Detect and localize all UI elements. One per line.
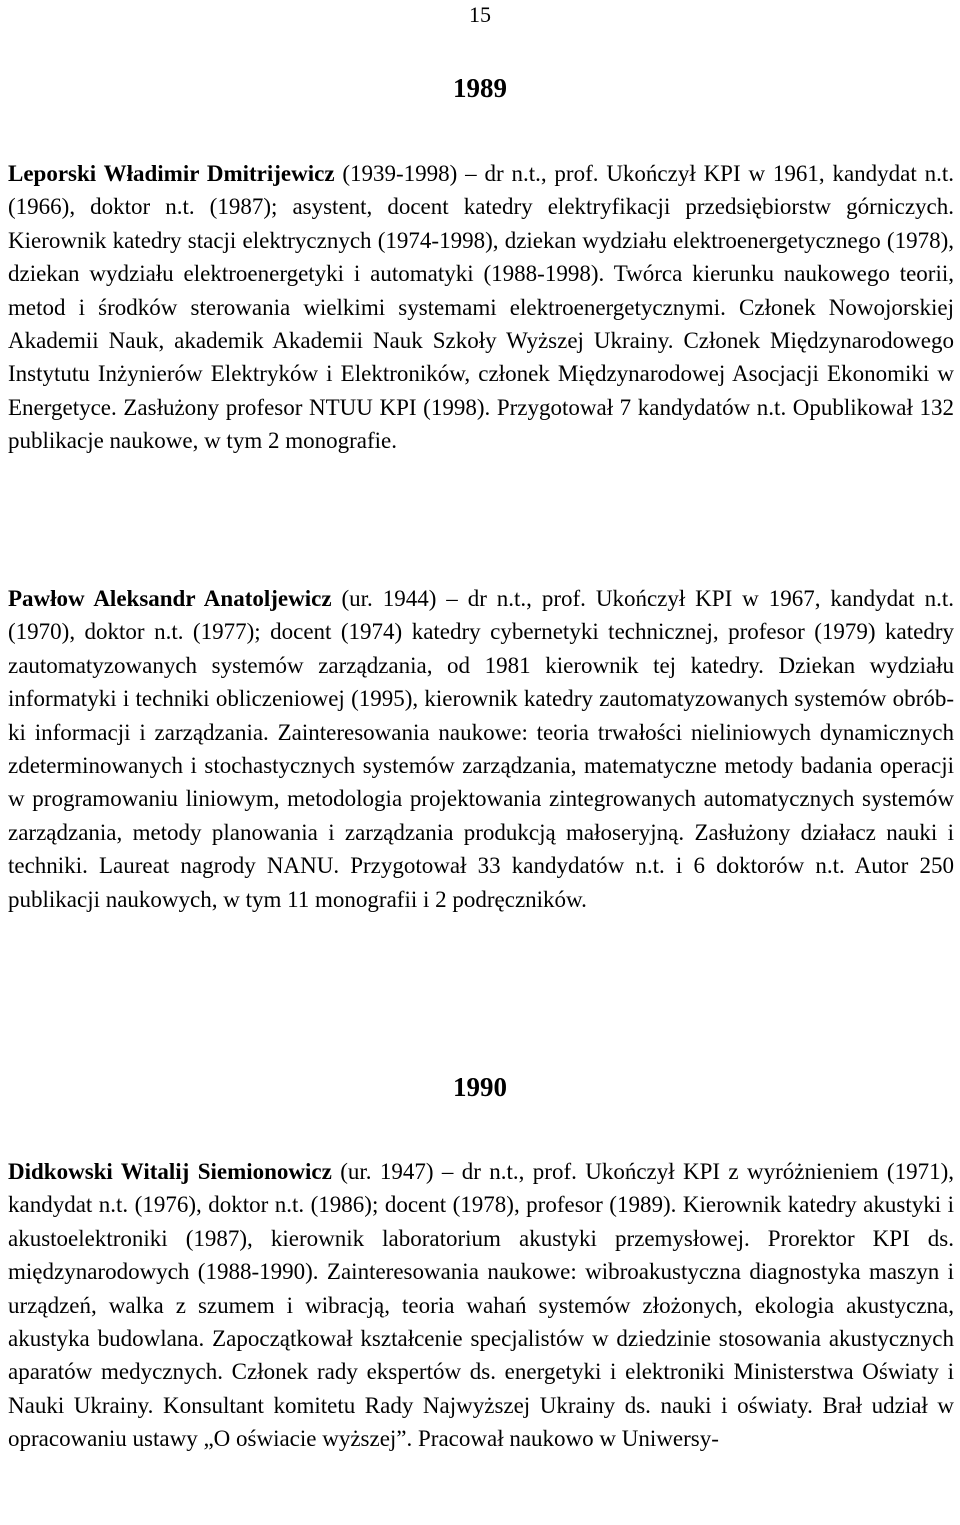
biography-text: (ur. 1944) – dr n.t., prof. Ukończył KPI w 1967, kandydat n.t. (1970), doktor n.t. (1977); docent (1974) katedry cybernetyki technicznej, profesor (1979) katedry zautomatyzowanych systemów zarządzania, od 1981 kierownik tej katedry. Dziekan wydziału informatyki i techniki obliczeniowej (1995), kierownik katedry zautomatyzowanych systemów obróbki informacji i zarządzania. Zainteresowania naukowe: teoria trwałości nieliniowych dynamicznych zdeterminowanych i stochastycznych systemów zarządzania, matematyczne metody badania operacji w programowaniu liniowym, metodologia projektowania zintegrowanych automatycznych systemów zarządzania, metody planowania i zarządzania produkcją małoseryjną. Zasłużony działacz nauki i techniki. Laureat nagrody NANU. Przygotował 33 kandydatów n.t. i 6 doktorów n.t. Autor 250 publikacji naukowych, w tym 11 monografii i 2 podręczników. (8, 586, 954, 912)
biography-entry (8, 157, 954, 458)
biography-entry (8, 582, 954, 916)
person-name: Didkowski Witalij Siemionowicz (8, 1159, 332, 1184)
person-name: Leporski Władimir Dmitrijewicz (8, 161, 335, 186)
biography-entry (8, 1155, 954, 1456)
biography-text: (ur. 1947) – dr n.t., prof. Ukończył KPI z wyróżnieniem (1971), kandydat n.t. (1976), doktor n.t. (1986); docent (1978), profesor (1989). Kierownik katedry akustyki i akustoelektroniki (1987), kierownik laboratorium akustyki przemysłowej. Prorektor KPI ds. międzynarodowych (1988-1990). Zainteresowania naukowe: wibroakustyczna diagnostyka maszyn i urządzeń, walka z szumem i wibracją, teoria wahań systemów złożonych, ekologia akustyczna, akustyka budowlana. Zapoczątkował kształcenie specjalistów w dziedzinie stosowania akustycznych aparatów medycznych. Członek rady ekspertów ds. energetyki i elektroniki Ministerstwa Oświaty i Nauki Ukrainy. Konsultant komitetu Rady Najwyższej Ukrainy ds. nauki i oświaty. Brał udział w opracowaniu ustawy „O oświacie wyższej”. Pracował naukowo w Uniwersy- (8, 1159, 954, 1452)
page-number: 15 (469, 2, 491, 27)
biography-text: (1939-1998) – dr n.t., prof. Ukończył KPI w 1961, kandydat n.t. (1966), doktor n.t. (1987); asystent, docent katedry elektryfikacji przedsiębiorstw górniczych. Kierownik katedry stacji elektrycznych (1974-1998), dziekan wydziału elektroenergetycznego (1978), dziekan wydziału elektroenergetyki i automatyki (1988-1998). Twórca kierunku naukowego teorii, metod i środków sterowania wielkimi systemami elektroenergetycznymi. Członek Nowojorskiej Akademii Nauk, akademik Akademii Nauk Szkoły Wyższej Ukrainy. Członek Międzynarodowego Instytutu Inżynierów Elektryków i Elektroników, członek Międzynarodowej Asocjacji Ekonomiki w Energetyce. Zasłużony profesor NTUU KPI (1998). Przygotował 7 kandydatów n.t. Opublikował 132 publikacje naukowe, w tym 2 monografie. (8, 161, 954, 454)
section-year-heading: 1989 (453, 73, 507, 103)
section-year-heading: 1990 (453, 1072, 507, 1102)
person-name: Pawłow Aleksandr Anatoljewicz (8, 586, 332, 611)
